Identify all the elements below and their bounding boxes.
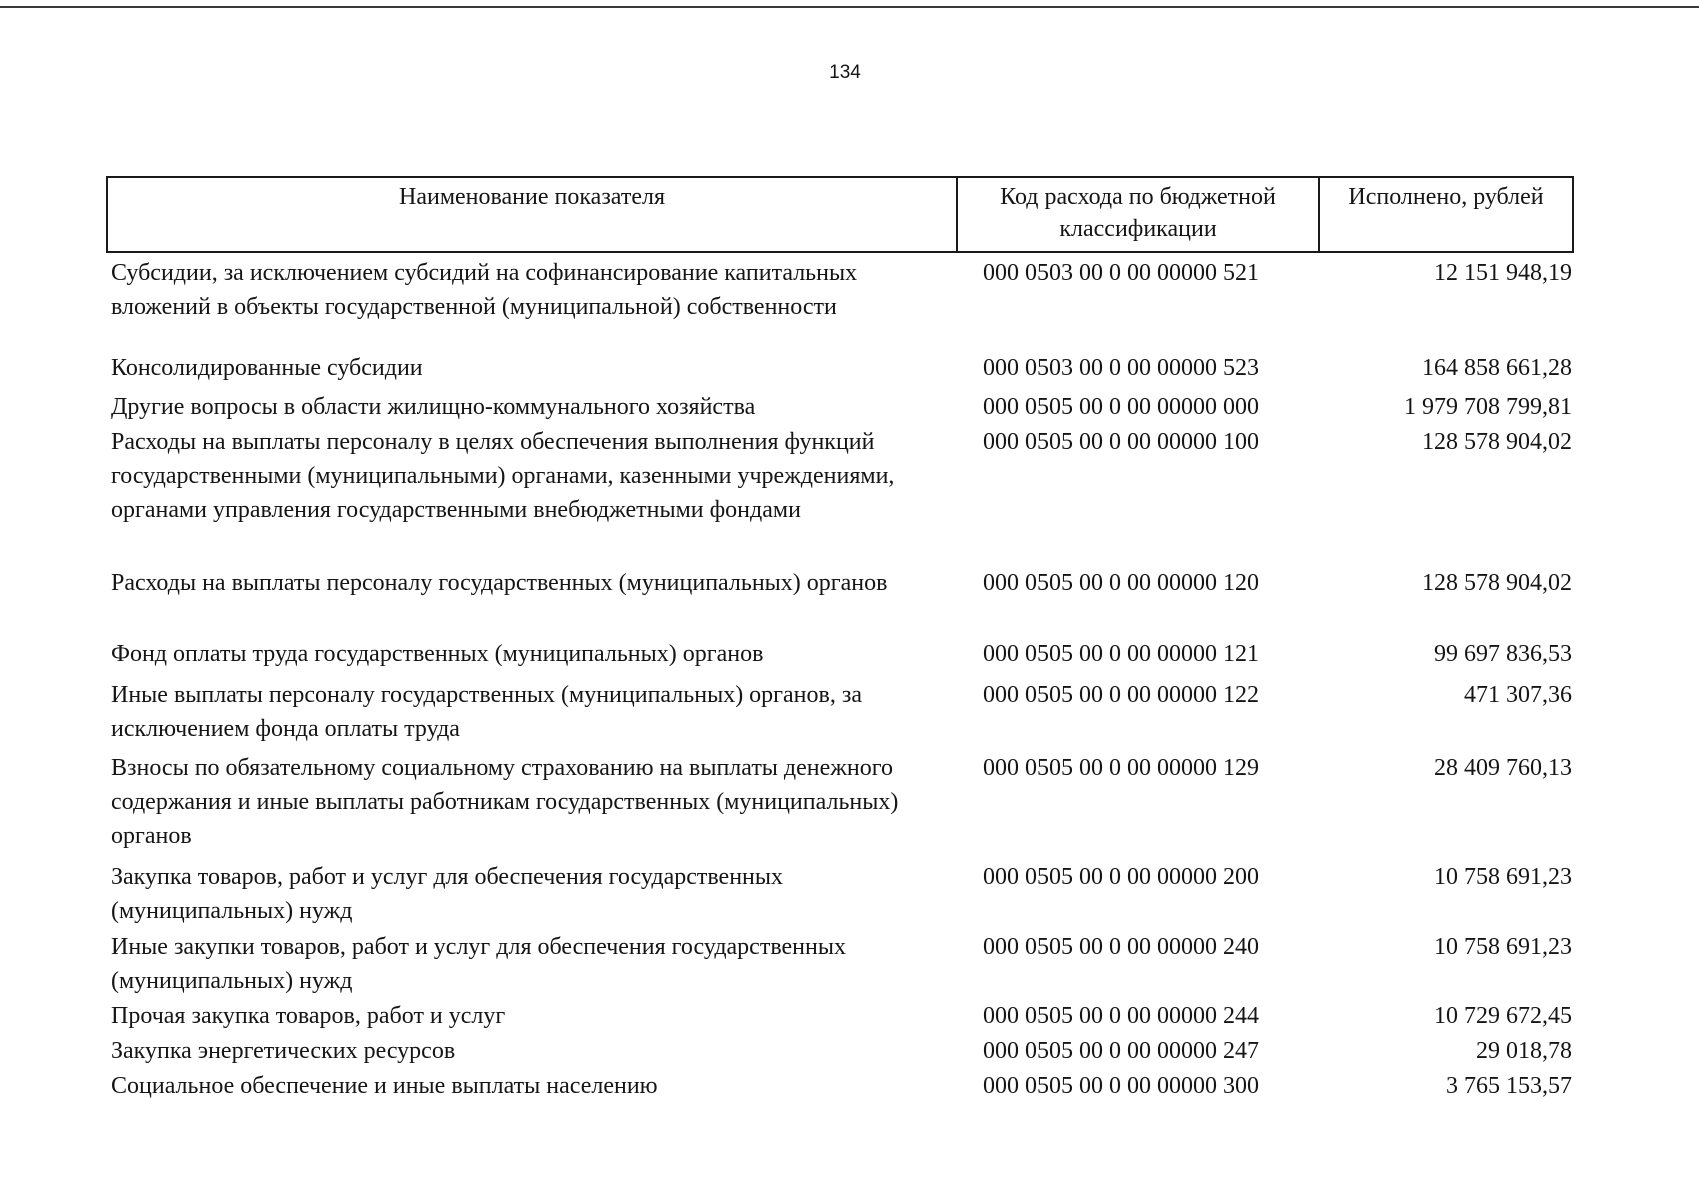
table-row bbox=[106, 351, 1574, 390]
row-amount: 128 578 904,02 bbox=[1422, 570, 1572, 596]
table-row bbox=[106, 256, 1574, 351]
row-name: Другие вопросы в области жилищно-коммунального хозяйства bbox=[111, 394, 756, 420]
row-code: 000 0503 00 0 00 00000 523 bbox=[983, 355, 1259, 381]
row-name: Закупка товаров, работ и услуг для обеспечения государственных (муниципальных) нужд bbox=[111, 864, 784, 924]
row-name: Взносы по обязательному социальному страхованию на выплаты денежного содержания и иные выплаты работникам государственных (муниципальных) органов bbox=[111, 755, 899, 849]
table-row bbox=[106, 1034, 1574, 1069]
table-row bbox=[106, 678, 1574, 751]
header-budget-code: Код расхода по бюджетной классификации bbox=[958, 178, 1320, 251]
row-code: 000 0505 00 0 00 00000 247 bbox=[983, 1038, 1259, 1064]
row-code: 000 0505 00 0 00 00000 244 bbox=[983, 1003, 1259, 1029]
page-number: 134 bbox=[829, 62, 861, 83]
table-row bbox=[106, 390, 1574, 425]
row-code: 000 0505 00 0 00 00000 122 bbox=[983, 682, 1259, 708]
table-row bbox=[106, 860, 1574, 930]
row-code: 000 0505 00 0 00 00000 129 bbox=[983, 755, 1259, 781]
row-code: 000 0505 00 0 00 00000 240 bbox=[983, 934, 1259, 960]
table-row bbox=[106, 566, 1574, 637]
row-name: Иные закупки товаров, работ и услуг для обеспечения государственных (муниципальных) нужд bbox=[111, 934, 846, 994]
row-name: Фонд оплаты труда государственных (муниципальных) органов bbox=[111, 641, 764, 667]
row-amount: 128 578 904,02 bbox=[1422, 429, 1572, 455]
row-amount: 29 018,78 bbox=[1476, 1038, 1572, 1064]
row-name: Субсидии, за исключением субсидий на софинансирование капитальных вложений в объекты государственной (муниципальной) собственности bbox=[111, 260, 858, 320]
table-row bbox=[106, 751, 1574, 860]
top-border-line bbox=[0, 6, 1699, 8]
row-amount: 12 151 948,19 bbox=[1434, 260, 1572, 286]
row-name: Иные выплаты персоналу государственных (муниципальных) органов, за исключением фонда оплаты труда bbox=[111, 682, 862, 742]
row-name: Расходы на выплаты персоналу государственных (муниципальных) органов bbox=[111, 570, 888, 596]
table-row bbox=[106, 1069, 1574, 1104]
row-code: 000 0505 00 0 00 00000 100 bbox=[983, 429, 1259, 455]
row-amount: 10 758 691,23 bbox=[1434, 864, 1572, 890]
row-amount: 10 758 691,23 bbox=[1434, 934, 1572, 960]
row-name: Закупка энергетических ресурсов bbox=[111, 1038, 456, 1064]
row-amount: 164 858 661,28 bbox=[1422, 355, 1572, 381]
row-amount: 10 729 672,45 bbox=[1434, 1003, 1572, 1029]
table-header bbox=[106, 176, 1574, 253]
row-amount: 1 979 708 799,81 bbox=[1404, 394, 1572, 420]
row-name: Социальное обеспечение и иные выплаты населению bbox=[111, 1073, 658, 1099]
table-row bbox=[106, 425, 1574, 566]
row-code: 000 0503 00 0 00 00000 521 bbox=[983, 260, 1259, 286]
table-body bbox=[106, 256, 1574, 1104]
row-name: Прочая закупка товаров, работ и услуг bbox=[111, 1003, 506, 1029]
row-amount: 99 697 836,53 bbox=[1434, 641, 1572, 667]
table-row bbox=[106, 637, 1574, 678]
row-code: 000 0505 00 0 00 00000 200 bbox=[983, 864, 1259, 890]
header-executed-amount: Исполнено, рублей bbox=[1348, 184, 1544, 210]
row-name: Расходы на выплаты персоналу в целях обеспечения выполнения функций государственными (муниципальными) органами, казенными учреждениями, органами управления государственными внебюджетными фондами bbox=[111, 429, 895, 523]
row-code: 000 0505 00 0 00 00000 120 bbox=[983, 570, 1259, 596]
row-amount: 471 307,36 bbox=[1464, 682, 1572, 708]
table-row bbox=[106, 999, 1574, 1034]
row-code: 000 0505 00 0 00 00000 300 bbox=[983, 1073, 1259, 1099]
header-indicator-name: Наименование показателя bbox=[108, 178, 958, 251]
row-code: 000 0505 00 0 00 00000 121 bbox=[983, 641, 1259, 667]
table-row bbox=[106, 930, 1574, 999]
row-amount: 28 409 760,13 bbox=[1434, 755, 1572, 781]
row-name: Консолидированные субсидии bbox=[111, 355, 423, 381]
row-code: 000 0505 00 0 00 00000 000 bbox=[983, 394, 1259, 420]
row-amount: 3 765 153,57 bbox=[1446, 1073, 1572, 1099]
